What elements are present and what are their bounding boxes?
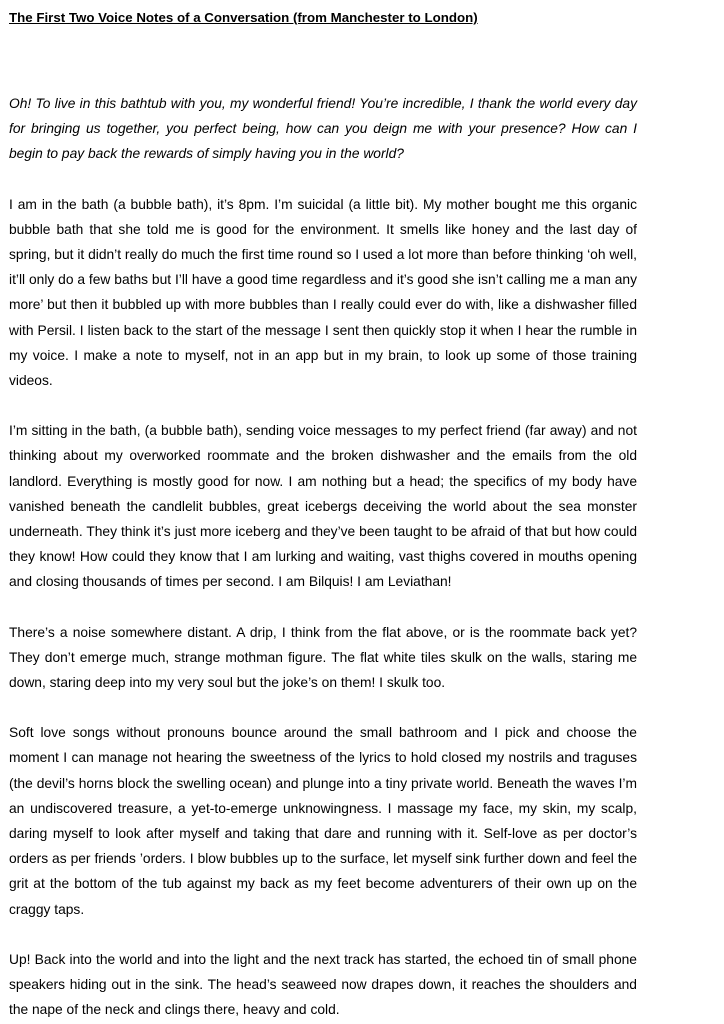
paragraph-noise: There’s a noise somewhere distant. A drip, I think from the flat above, or is the roommate back yet? They don’t emerge much, strange mothman figure. The flat white tiles skulk on the walls, staring me down, staring deep into my very soul but the joke’s on them! I skulk too. bbox=[9, 624, 637, 691]
paragraph-love-songs: Soft love songs without pronouns bounce around the small bathroom and I pick and choose the moment I can manage not hearing the sweetness of the lyrics to hold closed my nostrils and traguses (the devil’s horns block the swelling ocean) and plunge into a tiny private world. Beneath the waves I’m an undiscovered treasure, a yet-to-emerge unknowingness. I massage my face, my skin, my scalp, daring myself to look after myself and taking that dare and running with it. Self-love as per doctor’s orders as per friends ’orders. I blow bubbles up to the surface, let myself sink further down and feel the grit at the bottom of the tub against my back as my feet become adventurers of their own up on the craggy taps. bbox=[9, 725, 637, 917]
document-title: The First Two Voice Notes of a Conversation (from Manchester to London) bbox=[9, 10, 478, 25]
document-page bbox=[9, 9, 637, 1023]
paragraph-bubbles: I’m sitting in the bath, (a bubble bath), sending voice messages to my perfect friend (far away) and not thinking about my overworked roommate and the broken dishwasher and the emails from the old landlord. Everything is mostly good for now. I am nothing but a head; the specifics of my body have vanished beneath the candlelit bubbles, great icebergs deceiving the world about the sea monster underneath. They think it’s just more iceberg and they’ve been taught to be afraid of that but how could they know! How could they know that I am lurking and waiting, vast thighs covered in mouths opening and closing thousands of times per second. I am Bilquis! I am Leviathan! bbox=[9, 423, 637, 590]
paragraph-bath: I am in the bath (a bubble bath), it’s 8pm. I’m suicidal (a little bit). My mother bought me this organic bubble bath that she told me is good for the environment. It smells like honey and the last day of spring, but it didn’t really do much the first time round so I used a lot more than before thinking ‘oh well, it’ll only do a few baths but I’ll have a good time regardless and it’s good she isn’t calling me a man any more’ but then it bubbled up with more bubbles than I really could ever do with, like a dishwasher filled with Persil. I listen back to the start of the message I sent then quickly stop it when I hear the rumble in my voice. I make a note to myself, not in an app but in my brain, to look up some of those training videos. bbox=[9, 196, 637, 389]
paragraph-up: Up! Back into the world and into the light and the next track has started, the echoed tin of small phone speakers hiding out in the sink. The head’s seaweed now drapes down, it reaches the shoulders and the nape of the neck and clings there, heavy and cold. bbox=[9, 951, 637, 1018]
paragraph-intro: Oh! To live in this bathtub with you, my wonderful friend! You’re incredible, I thank the world every day for bringing us together, you perfect being, how can you deign me with your presence? How can I begin to pay back the rewards of simply having you in the world? bbox=[9, 96, 637, 162]
